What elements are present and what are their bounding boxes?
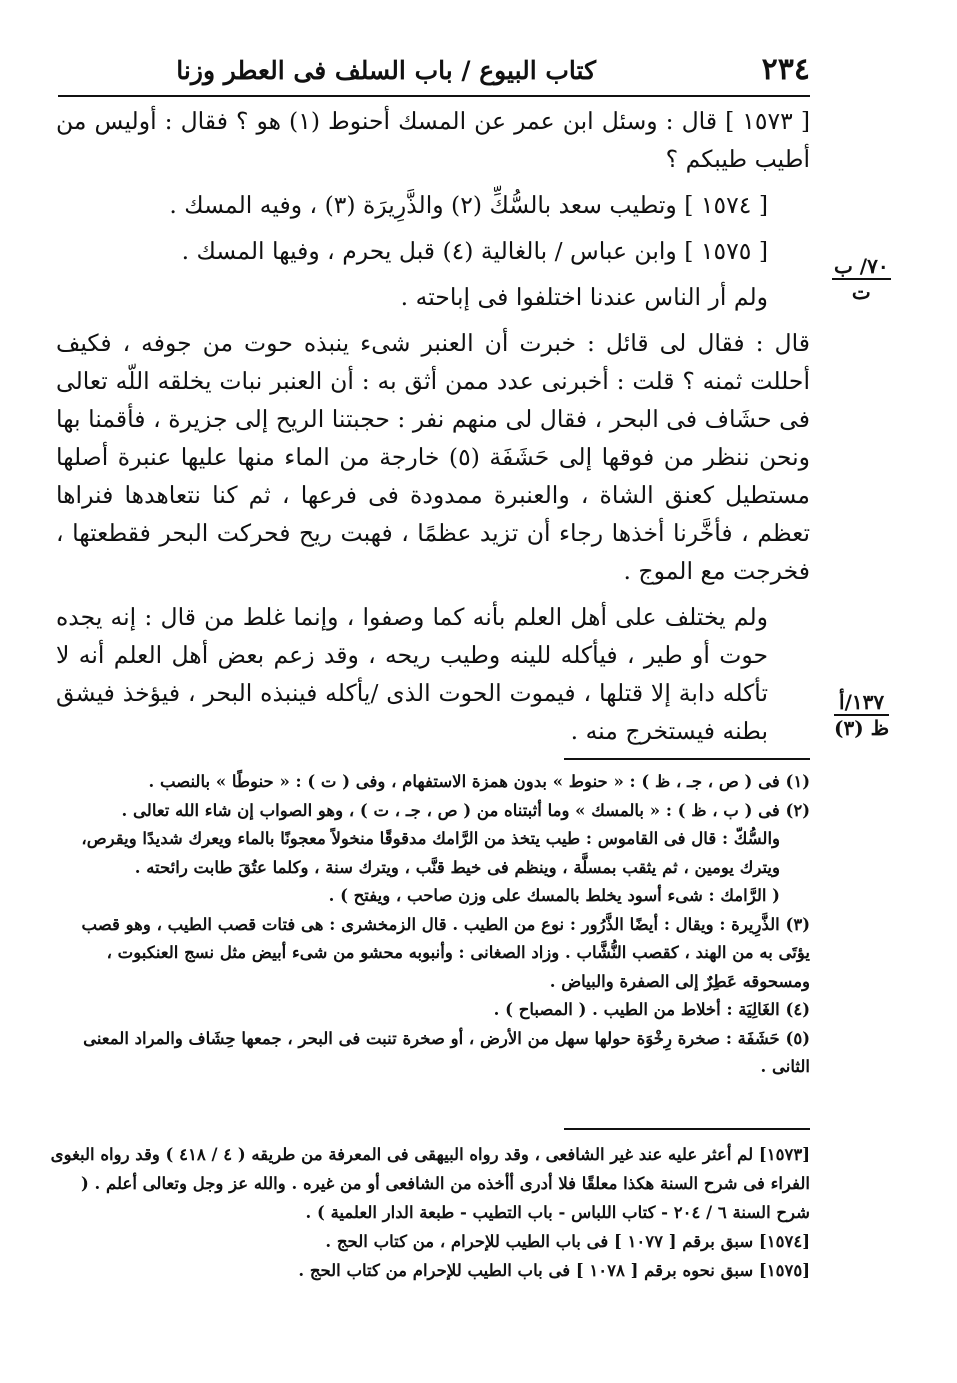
footnote-5: (٥) حَشَفَة : صخرة رِخْوَة حولها سهل من الأرض ، أو صخرة تنبت فى البحر ، جمعها حِشَاف والمراد المعنى الثانى .	[83, 1028, 810, 1076]
footnotes	[48, 768, 810, 1082]
main-text	[56, 102, 810, 750]
footnote-1: (١) فى ( ص ، جـ ، ظ ) : « حنوط » بدون همزة الاستفهام ، وفى ( ت ) : « حنوطًا » بالنصب .	[148, 772, 810, 791]
references-rule	[564, 1128, 810, 1130]
margin-note-folio: ١٣٧/أ	[834, 690, 889, 716]
header-rule	[58, 95, 810, 97]
paragraph-ahl-al-ilm: ولم يختلف على أهل العلم بأنه كما وصفوا ، وإنما غلط من قال : إنه يجده حوت أو طير ، فيأكله للينه وطيب ريحه ، وقد زعم بعض أهل العلم أنه لا تأكله دابة إلا قتلها ، فيموت الحوت الذى /يأكله فينبذه البحر ، فيؤخذ فيشق بطنه فيستخرج منه .	[56, 603, 768, 745]
reference-1573: [١٥٧٣] لم أعثر عليه عند غير الشافعى ، وقد رواه البيهقى فى المعرفة من طريقه ( ٤ / ٤١٨ ) وقد رواه البغوى الفراء فى شرح السنة هكذا معلقًا فلا أدرى أأخذه من الشافعى أو من غيره . والله عز وجل وتعالى أعلم . ( شرح السنة ٦ / ٢٠٤ - كتاب اللباس - باب التطيب - طبعة الدار العلمية ) .	[50, 1145, 810, 1222]
margin-note-manuscript: ت	[851, 280, 871, 304]
reference-1575: [١٥٧٥] سبق نحوه برقم [ ١٠٧٨ ] فى باب الطيب للإحرام من كتاب الحج .	[298, 1261, 810, 1280]
paragraph-ibaha: ولم أر الناس عندنا اختلفوا فى إباحته .	[400, 283, 768, 311]
paragraph-1575: [ ١٥٧٥ ] وابن عباس / بالغالية (٤) قبل يحرم ، وفيها المسك .	[181, 237, 768, 265]
margin-note-manuscript: ظ (٣)	[834, 716, 890, 740]
margin-note-folio: ٧٠/ ب	[834, 254, 889, 278]
page-number: ٢٣٤	[761, 52, 810, 87]
footnote-3: (٣) الذَّرِيرة : ويقال : أيضًا الذَّرُور : نوع من الطيب . قال الزمخشرى : هى فتات قصب الطيب ، وهو قصب يؤتَى به من الهند ، كقصب النُّشَّاب . وزاد الصغانى : وأنبوبه محشو من شىء أبيض مثل نسج العنكبوت ، ومسحوقه عَطِرٌ إلى الصفرة والبياض .	[81, 914, 810, 991]
footnote-2-ramik: ( الرَّامك : شىء أسود يخلط بالمسك على وزن صاحب ، ويفتح ) .	[328, 886, 780, 905]
footnote-rule	[564, 758, 810, 760]
paragraph-1573: [ ١٥٧٣ ] قال : وسئل ابن عمر عن المسك أحنوط (١) هو ؟ فقال : أوليس من أطيب طيبكم ؟	[56, 107, 810, 173]
footnote-2-sukk: والسُّكّ : قال فى القاموس : طيب يتخذ من الرَّامك مدقوقًا منخولاً معجونًا بالماء ويعرك شديدًا ويقرص، ويترك يومين ، ثم يثقب بمسلَّة ، وينظم فى خيط قنَّب ، ويترك سنة ، وكلما عتُقَ طابت رائحته .	[81, 829, 780, 877]
footnote-2: (٢) فى ( ب ، ظ ) : « بالمسك » وما أثبتناه من ( ص ، جـ ، ت ) ، وهو الصواب إن شاء الله تعالى .	[121, 800, 810, 820]
footnote-4: (٤) الغَالِيَة : أخلاط من الطيب . ( المصباح ) .	[493, 1000, 810, 1019]
paragraph-1574: [ ١٥٧٤ ] وتطيب سعد بالسُّكِّ (٢) والذَّرِيرَة (٣) ، وفيه المسك .	[169, 191, 768, 219]
paragraph-ambergris: قال : فقال لى قائل : خبرت أن العنبر شىء ينبذه حوت من جوفه ، فكيف أحللت ثمنه ؟ قلت : أخبرنى عدد ممن أثق به : أن العنبر نبات يخلقه اللّه تعالى فى حشَاف فى البحر ، فقال لى منهم نفر : حجبتنا الريح إلى جزيرة ، فأقمنا بها ونحن ننظر من فوقها إلى حَشَفَة (٥) خارجة من الماء منها عليها عنبرة أصلها مستطيل كعنق الشاة ، والعنبرة ممدودة فى فرعها ، ثم كنا نتعاهدها فنراها تعظم ، فأخَّرنا أخذها رجاء أن تزيد عظمًا ، فهبت ريح فحركت البحر فقطعتها ، فخرجت مع الموج .	[56, 329, 810, 585]
margin-note-folio-1	[832, 254, 891, 304]
takhrij-references	[48, 1140, 810, 1285]
running-header	[58, 52, 810, 96]
running-title: كتاب البيوع / باب السلف فى العطر وزنا	[176, 56, 596, 85]
margin-note-folio-2	[834, 690, 889, 740]
reference-1574: [١٥٧٤] سبق برقم [ ١٠٧٧ ] فى باب الطيب للإحرام ، من كتاب الحج .	[325, 1232, 810, 1251]
